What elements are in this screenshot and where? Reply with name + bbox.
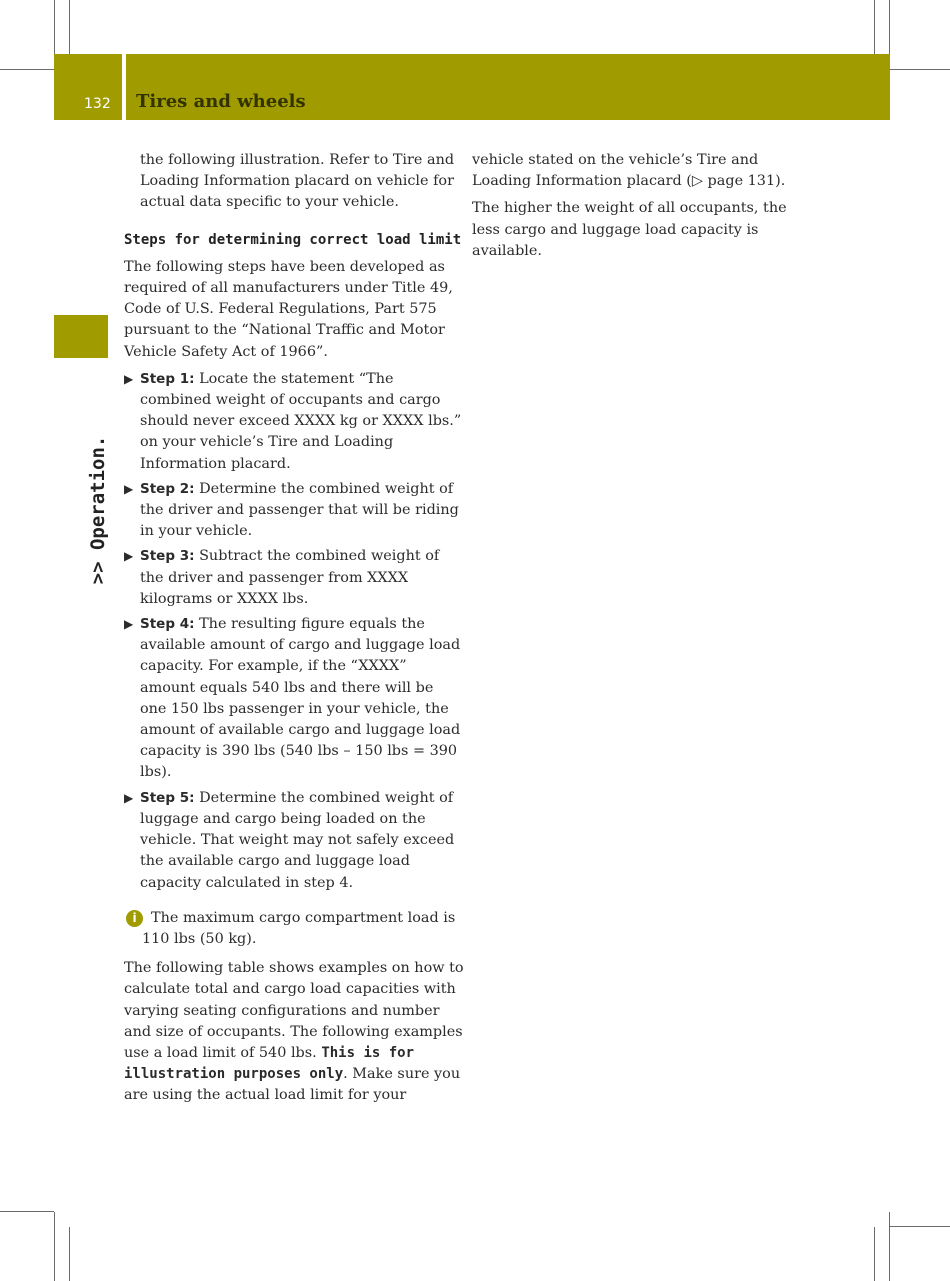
crop-mark [890, 1226, 950, 1227]
side-tab [54, 315, 108, 358]
step-label: Step 2: [140, 480, 195, 497]
triangle-bullet-icon: ▶ [124, 790, 134, 805]
list-item-step-1 [124, 369, 464, 475]
side-tab-label: >> Operation. [87, 435, 109, 585]
step-text: Subtract the combined weight of the driver and passenger from XXXX kilograms or XXXX lbs. [140, 548, 440, 607]
closing-paragraph [124, 958, 464, 1106]
crop-mark [69, 1227, 70, 1281]
closing-text-end: . Make sure you are using the actual load limit for your [124, 1066, 461, 1104]
closing-text: The following table shows examples on how to calculate total and cargo load capacities with varying seating configurations and number and size of occupants. The following examples use a load limit of 540 lbs. [124, 960, 464, 1061]
step-text: The resulting figure equals the available amount of cargo and luggage load capacity. For example, if the “XXXX” amount equals 540 lbs and there will be one 150 lbs passenger in your vehicle, the amount of available cargo and luggage load capacity is 390 lbs (540 lbs – 150 lbs = 390 lbs). [140, 616, 461, 781]
step-label: Step 5: [140, 789, 195, 806]
triangle-bullet-icon: ▶ [124, 617, 134, 632]
closing-emphasis: This is for illustration purposes only [124, 1044, 415, 1083]
list-item-step-5 [124, 788, 464, 894]
crop-mark [890, 69, 950, 70]
triangle-bullet-icon: ▶ [124, 371, 134, 386]
info-note [124, 908, 464, 950]
crop-mark [69, 0, 70, 54]
continuation-text: vehicle stated on the vehicle’s Tire and Loading Information placard (▷ page 131). [472, 152, 786, 190]
body-paragraph: The higher the weight of all occupants, the less cargo and luggage load capacity is available. [472, 200, 787, 259]
step-text: Determine the combined weight of luggage and cargo being loaded on the vehicle. That weight may not safely exceed the available cargo and luggage load capacity calculated in step 4. [140, 789, 455, 891]
crop-mark [889, 0, 890, 54]
list-item-step-2 [124, 479, 464, 543]
crop-mark [889, 1212, 890, 1281]
list-item-step-4 [124, 614, 464, 784]
step-text: Locate the statement “The combined weight of occupants and cargo should never exceed XXXX kg or XXXX lbs.” on your vehicle’s Tire and Loading Information placard. [140, 370, 462, 472]
info-icon: i [126, 910, 143, 927]
step-label: Step 4: [140, 616, 195, 633]
list-item-step-3 [124, 546, 464, 610]
crop-mark [874, 0, 875, 54]
crop-mark [54, 0, 55, 54]
chapter-title: Tires and wheels [136, 91, 306, 112]
step-label: Step 3: [140, 548, 195, 565]
step-text: Determine the combined weight of the driver and passenger that will be riding in your vehicle. [140, 480, 459, 540]
intro-text: the following illustration. Refer to Tire and Loading Information placard on vehicle for actual data specific to your vehicle. [140, 152, 455, 211]
triangle-bullet-icon: ▶ [124, 549, 134, 564]
right-column [472, 150, 812, 268]
left-column [124, 150, 464, 1113]
body-paragraph: The following steps have been developed as required of all manufacturers under Title 49, Code of U.S. Federal Regulations, Part 575 pursuant to the “National Traffic and Motor Vehicle Safety Act of 1966”. [124, 258, 453, 360]
crop-mark [0, 1211, 54, 1212]
crop-mark [874, 1227, 875, 1281]
crop-mark [54, 1212, 55, 1281]
section-heading: Steps for determining correct load limit [124, 231, 462, 248]
crop-mark [0, 69, 54, 70]
step-label: Step 1: [140, 370, 195, 387]
header-divider [122, 54, 126, 120]
triangle-bullet-icon: ▶ [124, 481, 134, 496]
note-text: The maximum cargo compartment load is 110 lbs (50 kg). [142, 909, 456, 947]
page-number: 132 [84, 96, 111, 112]
